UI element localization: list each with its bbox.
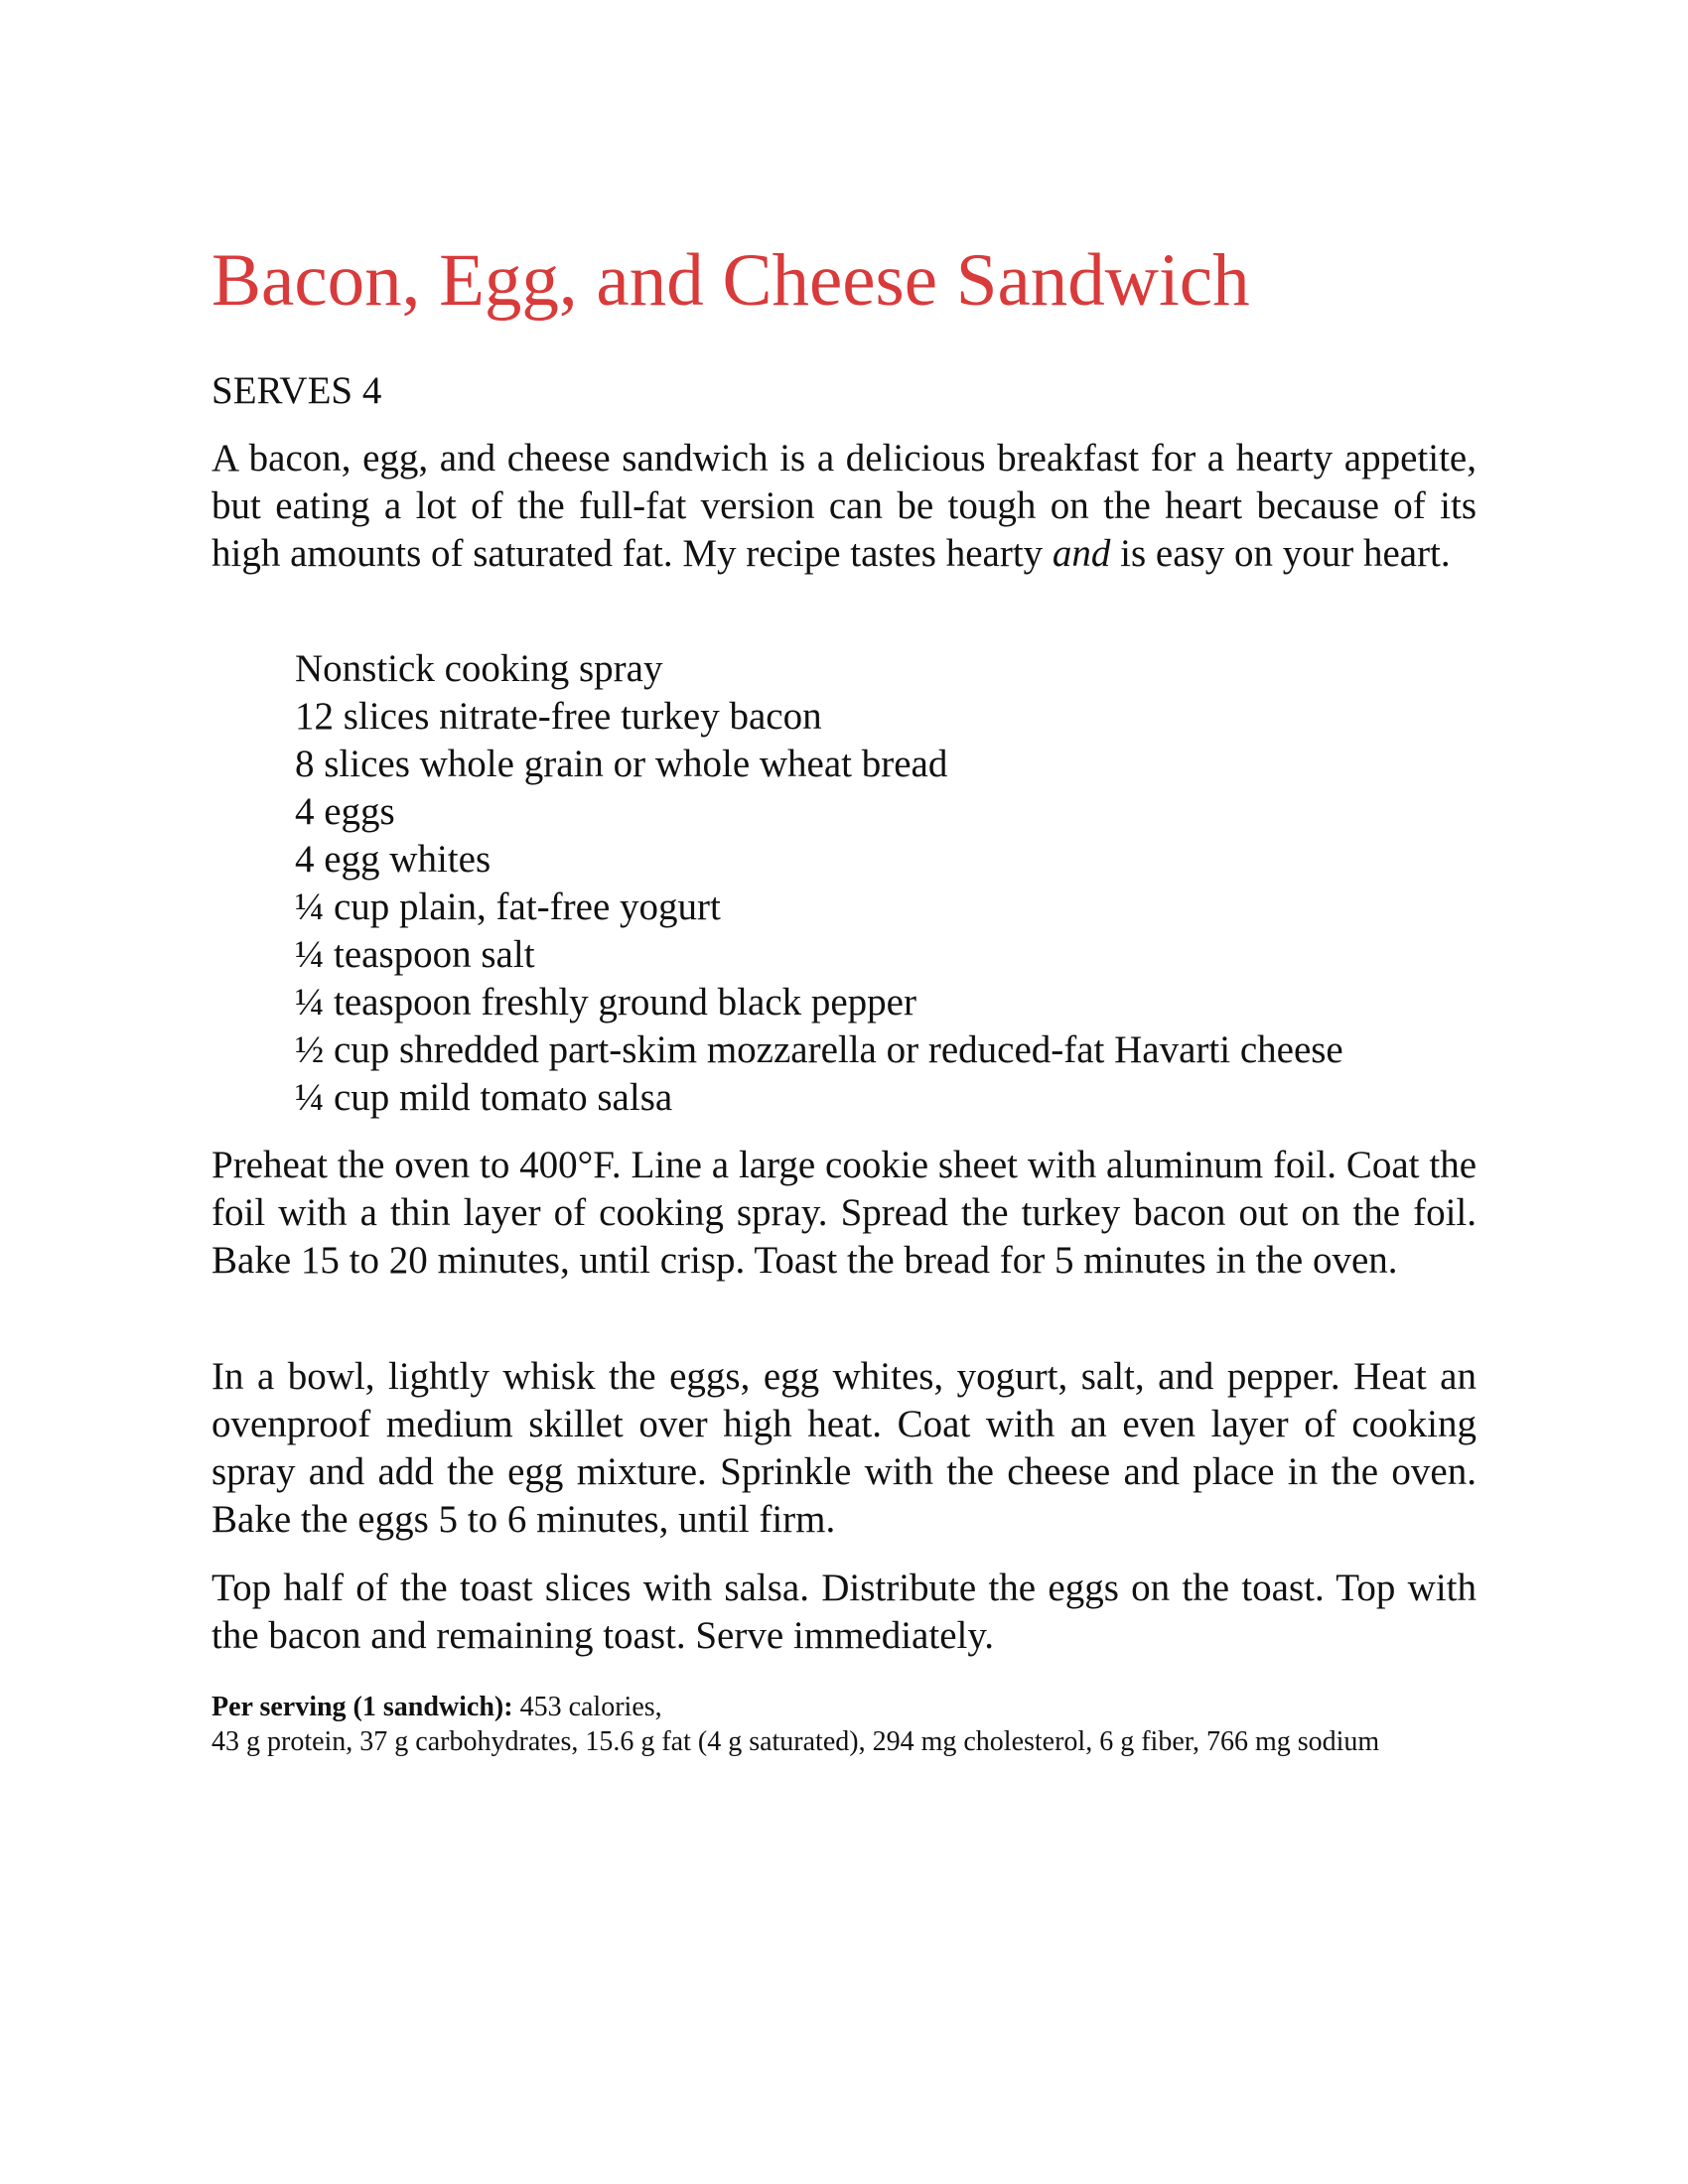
ingredient-item: 4 eggs bbox=[295, 790, 395, 833]
instruction-step-1: Preheat the oven to 400°F. Line a large cookie sheet with aluminum foil. Coat the foil with a thin layer of cooking spray. Spread the turkey bacon out on the foil. Bake 15 to 20 minutes, until crisp. Toast the bread for 5 minutes in the oven. bbox=[211, 1144, 1477, 1282]
servings-label: SERVES 4 bbox=[211, 369, 382, 412]
nutrition-label: Per serving (1 sandwich): bbox=[211, 1692, 513, 1722]
nutrition-info bbox=[211, 1690, 1477, 1759]
ingredient-item: 12 slices nitrate-free turkey bacon bbox=[295, 695, 822, 738]
ingredient-item: ¼ cup mild tomato salsa bbox=[295, 1076, 673, 1119]
ingredient-list bbox=[295, 645, 1343, 1122]
intro-paragraph bbox=[211, 435, 1477, 578]
recipe-title: Bacon, Egg, and Cheese Sandwich bbox=[211, 239, 1250, 322]
instruction-step-3: Top half of the toast slices with salsa. Distribute the eggs on the toast. Top with the bacon and remaining toast. Serve immediately. bbox=[211, 1567, 1477, 1657]
instruction-step-2: In a bowl, lightly whisk the eggs, egg whites, yogurt, salt, and pepper. Heat an ovenproof medium skillet over high heat. Coat with an even layer of cooking spray and add the egg mixture. Sprinkle with the cheese and place in the oven. Bake the eggs 5 to 6 minutes, until firm. bbox=[211, 1355, 1477, 1541]
nutrition-details: 43 g protein, 37 g carbohydrates, 15.6 g fat (4 g saturated), 294 mg cholesterol, 6 g fiber, 766 mg sodium bbox=[211, 1726, 1380, 1757]
intro-text: A bacon, egg, and cheese sandwich is a delicious breakfast for a hearty appetite, but eating a lot of the full-fat version can be tough on the heart because of its high amounts of saturated fat. My recipe tastes hearty bbox=[211, 437, 1477, 575]
ingredient-item: ¼ cup plain, fat-free yogurt bbox=[295, 886, 721, 928]
ingredient-item: 4 egg whites bbox=[295, 838, 492, 881]
ingredient-item: 8 slices whole grain or whole wheat bread bbox=[295, 743, 948, 785]
ingredient-item: ¼ teaspoon salt bbox=[295, 933, 535, 976]
ingredient-item: Nonstick cooking spray bbox=[295, 647, 663, 690]
intro-text-end: is easy on your heart. bbox=[1110, 532, 1451, 575]
nutrition-calories: 453 calories, bbox=[512, 1692, 662, 1722]
intro-emphasis: and bbox=[1052, 532, 1111, 575]
ingredient-item: ¼ teaspoon freshly ground black pepper bbox=[295, 981, 916, 1024]
ingredient-item: ½ cup shredded part-skim mozzarella or reduced-fat Havarti cheese bbox=[295, 1028, 1343, 1071]
